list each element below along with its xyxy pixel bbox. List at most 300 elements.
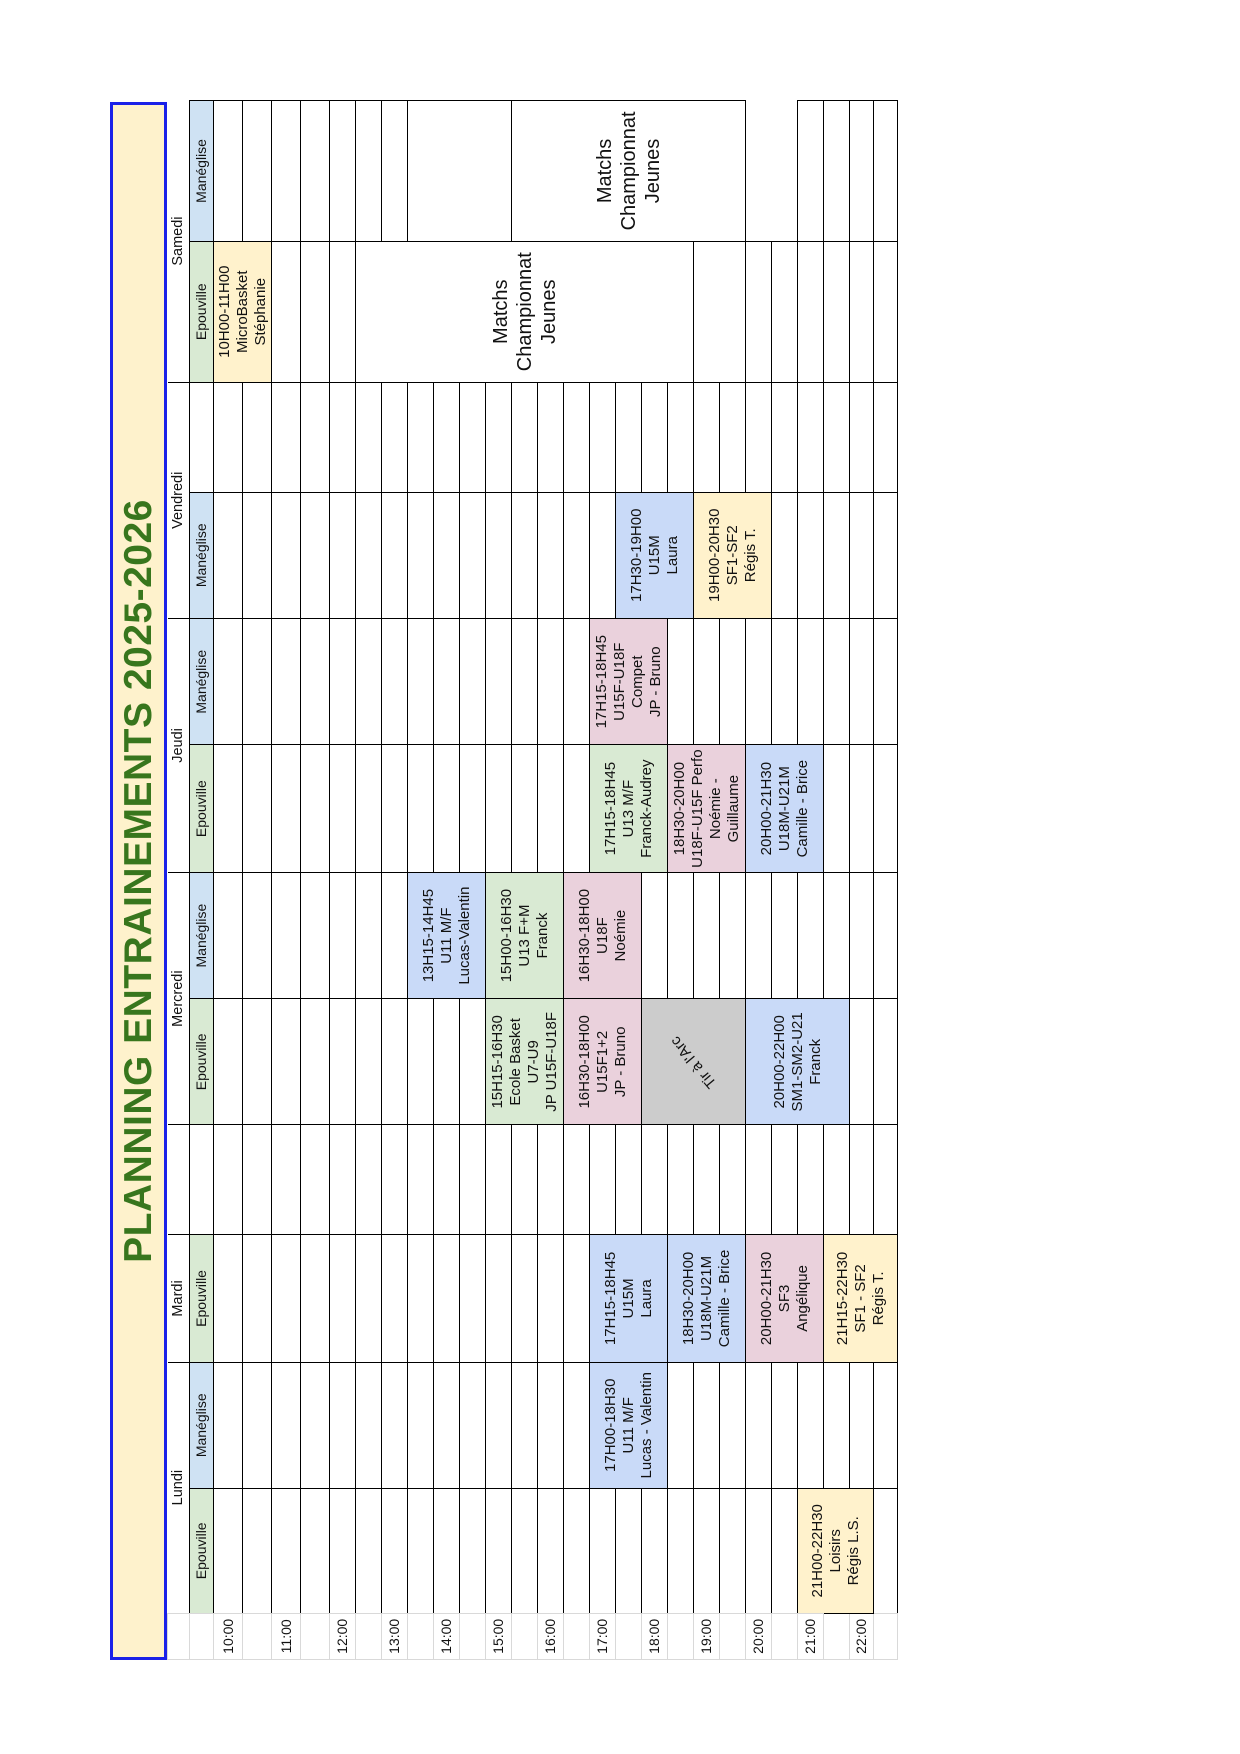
cell xyxy=(798,382,824,492)
session-jeudi-ep-1 xyxy=(590,745,668,872)
venue-vendredi-maneglise: Manéglise xyxy=(190,492,214,618)
cell xyxy=(301,745,330,872)
cell xyxy=(824,872,850,998)
cell xyxy=(330,1125,356,1235)
session-coach: JP - Bruno xyxy=(646,646,664,718)
cell xyxy=(720,1362,746,1488)
session-time: 20H00-22H00 xyxy=(770,1015,788,1109)
session-group-2: U7-U9 xyxy=(524,1040,542,1084)
time-label-empty xyxy=(616,1613,642,1659)
session-coach: Laura xyxy=(663,536,681,575)
cell xyxy=(824,382,850,492)
cell xyxy=(824,1362,850,1488)
session-group: MicroBasket xyxy=(233,270,251,353)
session-group: U18M-U21M xyxy=(775,766,793,852)
cell xyxy=(330,999,356,1125)
cell xyxy=(460,492,486,618)
session-coach: Camille - Brice xyxy=(793,759,811,858)
cell xyxy=(538,745,564,872)
session-group: Loisirs xyxy=(826,1529,844,1573)
time-label-empty xyxy=(243,1613,272,1659)
cell xyxy=(564,1235,590,1362)
cell xyxy=(330,101,356,242)
cell xyxy=(382,1488,408,1613)
cell xyxy=(668,1125,694,1235)
cell xyxy=(538,618,564,744)
venue-jeudi-epouville: Epouville xyxy=(190,745,214,872)
session-samedi-ep-matchs xyxy=(356,241,694,382)
cell xyxy=(301,999,330,1125)
cell xyxy=(272,382,301,492)
venue-lundi-maneglise: Manéglise xyxy=(190,1362,214,1488)
corner-cell-2 xyxy=(190,1613,214,1659)
session-group: U18F-U15F Perfo xyxy=(688,749,706,868)
time-label: 19:00 xyxy=(694,1613,720,1659)
cell xyxy=(460,745,486,872)
cell xyxy=(408,999,434,1125)
cell xyxy=(798,241,824,382)
cell xyxy=(434,618,460,744)
matchs-label: Matchs Championnat Jeunes xyxy=(489,252,560,372)
cell xyxy=(301,241,330,382)
cell xyxy=(824,1125,850,1235)
cell xyxy=(564,492,590,618)
cell xyxy=(243,1235,272,1362)
cell xyxy=(382,745,408,872)
cell xyxy=(330,382,356,492)
cell xyxy=(486,1235,512,1362)
session-group: U18F xyxy=(593,917,611,954)
cell xyxy=(356,382,382,492)
cell xyxy=(382,1362,408,1488)
cell xyxy=(486,745,512,872)
session-mercredi-ma-2 xyxy=(486,872,564,998)
cell xyxy=(590,1125,616,1235)
cell xyxy=(214,1235,243,1362)
cell xyxy=(434,1362,460,1488)
cell xyxy=(874,1362,898,1488)
schedule-table xyxy=(167,100,898,1660)
cell xyxy=(356,101,382,242)
time-label-empty xyxy=(720,1613,746,1659)
cell xyxy=(564,618,590,744)
time-label: 10:00 xyxy=(214,1613,243,1659)
cell xyxy=(460,1362,486,1488)
cell xyxy=(408,618,434,744)
cell xyxy=(382,492,408,618)
session-mardi-ep-4 xyxy=(824,1235,898,1362)
session-group: U15F1+2 xyxy=(593,1030,611,1093)
cell xyxy=(408,1362,434,1488)
venue-mardi-epouville: Epouville xyxy=(190,1235,214,1362)
cell xyxy=(874,492,898,618)
cell xyxy=(460,618,486,744)
cell xyxy=(668,618,694,744)
cell xyxy=(434,745,460,872)
cell xyxy=(772,618,798,744)
cell xyxy=(486,492,512,618)
cell xyxy=(772,1488,798,1613)
cell xyxy=(850,745,874,872)
corner-cell xyxy=(168,1613,190,1659)
cell xyxy=(214,1488,243,1613)
cell xyxy=(874,101,898,242)
cell xyxy=(434,1125,460,1235)
venue-lundi-epouville: Epouville xyxy=(190,1488,214,1613)
cell xyxy=(460,1125,486,1235)
session-mardi-ep-3 xyxy=(746,1235,824,1362)
cell xyxy=(874,745,898,872)
cell xyxy=(746,1125,772,1235)
cell xyxy=(301,872,330,998)
session-coach: Franck xyxy=(533,912,551,959)
cell xyxy=(434,1235,460,1362)
cell xyxy=(720,872,746,998)
cell xyxy=(301,1362,330,1488)
cell xyxy=(301,382,330,492)
time-label: 20:00 xyxy=(746,1613,772,1659)
cell xyxy=(214,999,243,1125)
cell xyxy=(512,1125,538,1235)
cell xyxy=(720,618,746,744)
cell xyxy=(330,492,356,618)
cell xyxy=(642,382,668,492)
cell xyxy=(746,1362,772,1488)
session-coach: Lucas - Valentin xyxy=(637,1372,655,1479)
session-mercredi-ma-3 xyxy=(564,872,642,998)
session-time: 20H00-21H30 xyxy=(757,1251,775,1346)
cell xyxy=(272,241,301,382)
time-label-empty xyxy=(874,1613,898,1659)
session-group: SM1-SM2-U21 xyxy=(788,1012,806,1112)
cell xyxy=(668,382,694,492)
cell xyxy=(356,618,382,744)
cell xyxy=(301,618,330,744)
session-coach: Noémie xyxy=(611,909,629,962)
cell xyxy=(408,745,434,872)
cell xyxy=(301,1125,330,1235)
cell xyxy=(356,1488,382,1613)
cell xyxy=(272,101,301,242)
cell xyxy=(850,1362,874,1488)
cell xyxy=(538,1362,564,1488)
session-mercredi-ep-3 xyxy=(642,999,746,1125)
cell xyxy=(798,1125,824,1235)
cell xyxy=(772,241,798,382)
time-label: 15:00 xyxy=(486,1613,512,1659)
cell xyxy=(564,382,590,492)
session-time: 19H00-20H30 xyxy=(705,508,723,602)
cell xyxy=(564,1362,590,1488)
cell xyxy=(486,1488,512,1613)
cell xyxy=(330,1235,356,1362)
cell xyxy=(301,1235,330,1362)
cell xyxy=(214,1362,243,1488)
cell xyxy=(460,1488,486,1613)
session-mardi-ep-1 xyxy=(590,1235,668,1362)
cell xyxy=(824,101,850,242)
cell xyxy=(243,1125,272,1235)
cell xyxy=(214,1125,243,1235)
session-time: 16H30-18H00 xyxy=(575,888,593,983)
session-group: U13 M/F xyxy=(619,779,637,838)
day-samedi: Samedi xyxy=(168,101,190,383)
cell xyxy=(512,1235,538,1362)
cell xyxy=(850,241,874,382)
cell xyxy=(824,618,850,744)
cell xyxy=(874,618,898,744)
time-label: 18:00 xyxy=(642,1613,668,1659)
session-group: U15M xyxy=(645,535,663,576)
cell xyxy=(694,872,720,998)
cell xyxy=(356,999,382,1125)
cell xyxy=(824,492,850,618)
cell xyxy=(746,241,772,382)
session-coach: Angélique xyxy=(793,1265,811,1332)
session-group: SF3 xyxy=(775,1284,793,1313)
cell xyxy=(668,1362,694,1488)
cell xyxy=(538,382,564,492)
session-mercredi-ma-1 xyxy=(408,872,486,998)
venue-empty-2 xyxy=(190,382,214,492)
cell xyxy=(486,382,512,492)
cell xyxy=(214,618,243,744)
cell xyxy=(408,382,434,492)
cell xyxy=(356,1125,382,1235)
session-group: U11 M/F xyxy=(619,1397,637,1454)
session-coach: Lucas-Valentin xyxy=(455,886,473,985)
cell xyxy=(356,1362,382,1488)
cell xyxy=(850,492,874,618)
cell xyxy=(272,872,301,998)
cell xyxy=(642,1125,668,1235)
cell xyxy=(874,241,898,382)
cell xyxy=(272,492,301,618)
session-coach: Camille - Brice xyxy=(715,1249,733,1348)
session-jeudi-ma-1 xyxy=(590,618,668,744)
time-label: 14:00 xyxy=(434,1613,460,1659)
venue-mercredi-epouville: Epouville xyxy=(190,999,214,1125)
cell xyxy=(214,492,243,618)
cell xyxy=(434,382,460,492)
cell xyxy=(408,492,434,618)
cell xyxy=(694,1125,720,1235)
cell xyxy=(668,1488,694,1613)
cell xyxy=(874,1125,898,1235)
session-time: 17H15-18H45 xyxy=(601,761,619,856)
session-group: U13 F+M xyxy=(515,904,533,967)
cell xyxy=(243,999,272,1125)
session-coach: Franck-Audrey xyxy=(637,759,655,858)
cell xyxy=(214,101,243,242)
session-time: 15H15-16H30 xyxy=(488,1015,506,1109)
cell xyxy=(512,1362,538,1488)
cell xyxy=(243,101,272,242)
cell xyxy=(746,1488,772,1613)
cell xyxy=(214,872,243,998)
cell xyxy=(512,1488,538,1613)
cell xyxy=(694,1488,720,1613)
cell xyxy=(824,241,850,382)
tir-arc-label: Tir à l'Arc xyxy=(666,1032,720,1092)
cell xyxy=(564,1488,590,1613)
cell xyxy=(243,382,272,492)
cell xyxy=(590,382,616,492)
time-label-empty xyxy=(301,1613,330,1659)
session-coach: Régis L.S. xyxy=(844,1516,862,1586)
time-label-empty xyxy=(512,1613,538,1659)
cell xyxy=(850,1125,874,1235)
venue-samedi-maneglise: Manéglise xyxy=(190,101,214,242)
cell xyxy=(874,1488,898,1613)
cell xyxy=(272,1125,301,1235)
cell xyxy=(408,1235,434,1362)
cell xyxy=(850,382,874,492)
session-group: SF1 - SF2 xyxy=(851,1264,869,1333)
session-samedi-ep-1 xyxy=(214,241,272,382)
time-label: 22:00 xyxy=(850,1613,874,1659)
cell xyxy=(850,101,874,242)
cell xyxy=(486,618,512,744)
cell xyxy=(798,101,824,242)
cell xyxy=(460,999,486,1125)
cell xyxy=(668,872,694,998)
session-jeudi-ep-3 xyxy=(746,745,824,872)
day-vendredi: Vendredi xyxy=(168,382,190,618)
cell xyxy=(720,1125,746,1235)
session-jeudi-ep-2 xyxy=(668,745,746,872)
cell xyxy=(382,618,408,744)
session-lundi-ep xyxy=(798,1488,874,1613)
session-time: 17H15-18H45 xyxy=(601,1251,619,1346)
cell xyxy=(874,872,898,998)
time-label: 12:00 xyxy=(330,1613,356,1659)
cell xyxy=(798,492,824,618)
cell xyxy=(243,618,272,744)
cell xyxy=(798,872,824,998)
cell xyxy=(330,745,356,872)
cell xyxy=(772,492,798,618)
cell xyxy=(746,872,772,998)
cell xyxy=(382,999,408,1125)
session-time: 17H15-18H45 xyxy=(592,635,610,729)
time-label: 11:00 xyxy=(272,1613,301,1659)
cell xyxy=(850,618,874,744)
time-label-empty xyxy=(460,1613,486,1659)
session-time: 15H00-16H30 xyxy=(497,888,515,983)
cell xyxy=(874,382,898,492)
cell xyxy=(850,999,874,1125)
time-label: 17:00 xyxy=(590,1613,616,1659)
time-label-empty xyxy=(668,1613,694,1659)
cell-samedi-ma-pre xyxy=(408,101,512,242)
cell xyxy=(460,1235,486,1362)
day-jeudi: Jeudi xyxy=(168,618,190,872)
time-label: 13:00 xyxy=(382,1613,408,1659)
session-group: SF1-SF2 xyxy=(723,525,741,586)
cell xyxy=(616,1125,642,1235)
session-time: 10H00-11H00 xyxy=(215,265,233,358)
page-title: PLANNING ENTRAINEMENTS 2025-2026 xyxy=(116,499,160,1263)
cell xyxy=(382,101,408,242)
session-group: U15M xyxy=(619,1278,637,1319)
rotated-schedule xyxy=(110,100,950,1660)
cell xyxy=(772,382,798,492)
session-time: 20H00-21H30 xyxy=(757,761,775,856)
cell xyxy=(772,872,798,998)
time-label-empty xyxy=(564,1613,590,1659)
time-label: 21:00 xyxy=(798,1613,824,1659)
cell xyxy=(512,382,538,492)
day-lundi: Lundi xyxy=(168,1362,190,1613)
cell xyxy=(330,872,356,998)
cell xyxy=(746,618,772,744)
cell xyxy=(512,492,538,618)
time-label-empty xyxy=(772,1613,798,1659)
session-mercredi-ep-2 xyxy=(564,999,642,1125)
time-label: 16:00 xyxy=(538,1613,564,1659)
session-coach: Régis T. xyxy=(869,1271,887,1326)
cell xyxy=(434,492,460,618)
cell xyxy=(564,1125,590,1235)
session-mercredi-ep-4 xyxy=(746,999,850,1125)
cell xyxy=(486,1362,512,1488)
cell xyxy=(408,1488,434,1613)
session-coach: Laura xyxy=(637,1279,655,1318)
cell xyxy=(356,872,382,998)
session-samedi-ma-matchs xyxy=(512,101,746,242)
cell xyxy=(382,1235,408,1362)
time-label-empty xyxy=(408,1613,434,1659)
session-group-3: JP U15F-U18F xyxy=(542,1011,560,1112)
venue-samedi-epouville: Epouville xyxy=(190,241,214,382)
cell xyxy=(434,1488,460,1613)
cell xyxy=(272,1488,301,1613)
day-mercredi: Mercredi xyxy=(168,872,190,1125)
session-coach: Franck xyxy=(806,1038,824,1085)
matchs-label-2: Matchs Championnat Jeunes xyxy=(593,111,664,231)
cell xyxy=(330,1488,356,1613)
session-coach: Noémie - Guillaume xyxy=(706,774,742,843)
cell xyxy=(243,492,272,618)
cell xyxy=(214,745,243,872)
cell xyxy=(330,1362,356,1488)
cell xyxy=(538,1125,564,1235)
cell xyxy=(243,1488,272,1613)
cell xyxy=(538,1235,564,1362)
cell xyxy=(642,872,668,998)
session-time: 17H30-19H00 xyxy=(627,508,645,602)
cell xyxy=(512,745,538,872)
session-mercredi-ep-1 xyxy=(486,999,564,1125)
cell xyxy=(330,618,356,744)
session-time: 21H15-22H30 xyxy=(833,1251,851,1346)
title-band xyxy=(110,102,167,1660)
session-time: 16H30-18H00 xyxy=(575,1015,593,1109)
session-time: 13H15-14H45 xyxy=(419,888,437,983)
cell xyxy=(564,745,590,872)
cell xyxy=(272,745,301,872)
venue-empty xyxy=(190,1125,214,1235)
session-group: U15F-U18F Compet xyxy=(610,642,646,721)
session-time: 21H00-22H30 xyxy=(808,1504,826,1598)
cell xyxy=(694,1362,720,1488)
cell xyxy=(382,382,408,492)
day-mardi-spacer xyxy=(168,1125,190,1235)
cell xyxy=(301,101,330,242)
cell xyxy=(512,618,538,744)
time-label-empty xyxy=(824,1613,850,1659)
